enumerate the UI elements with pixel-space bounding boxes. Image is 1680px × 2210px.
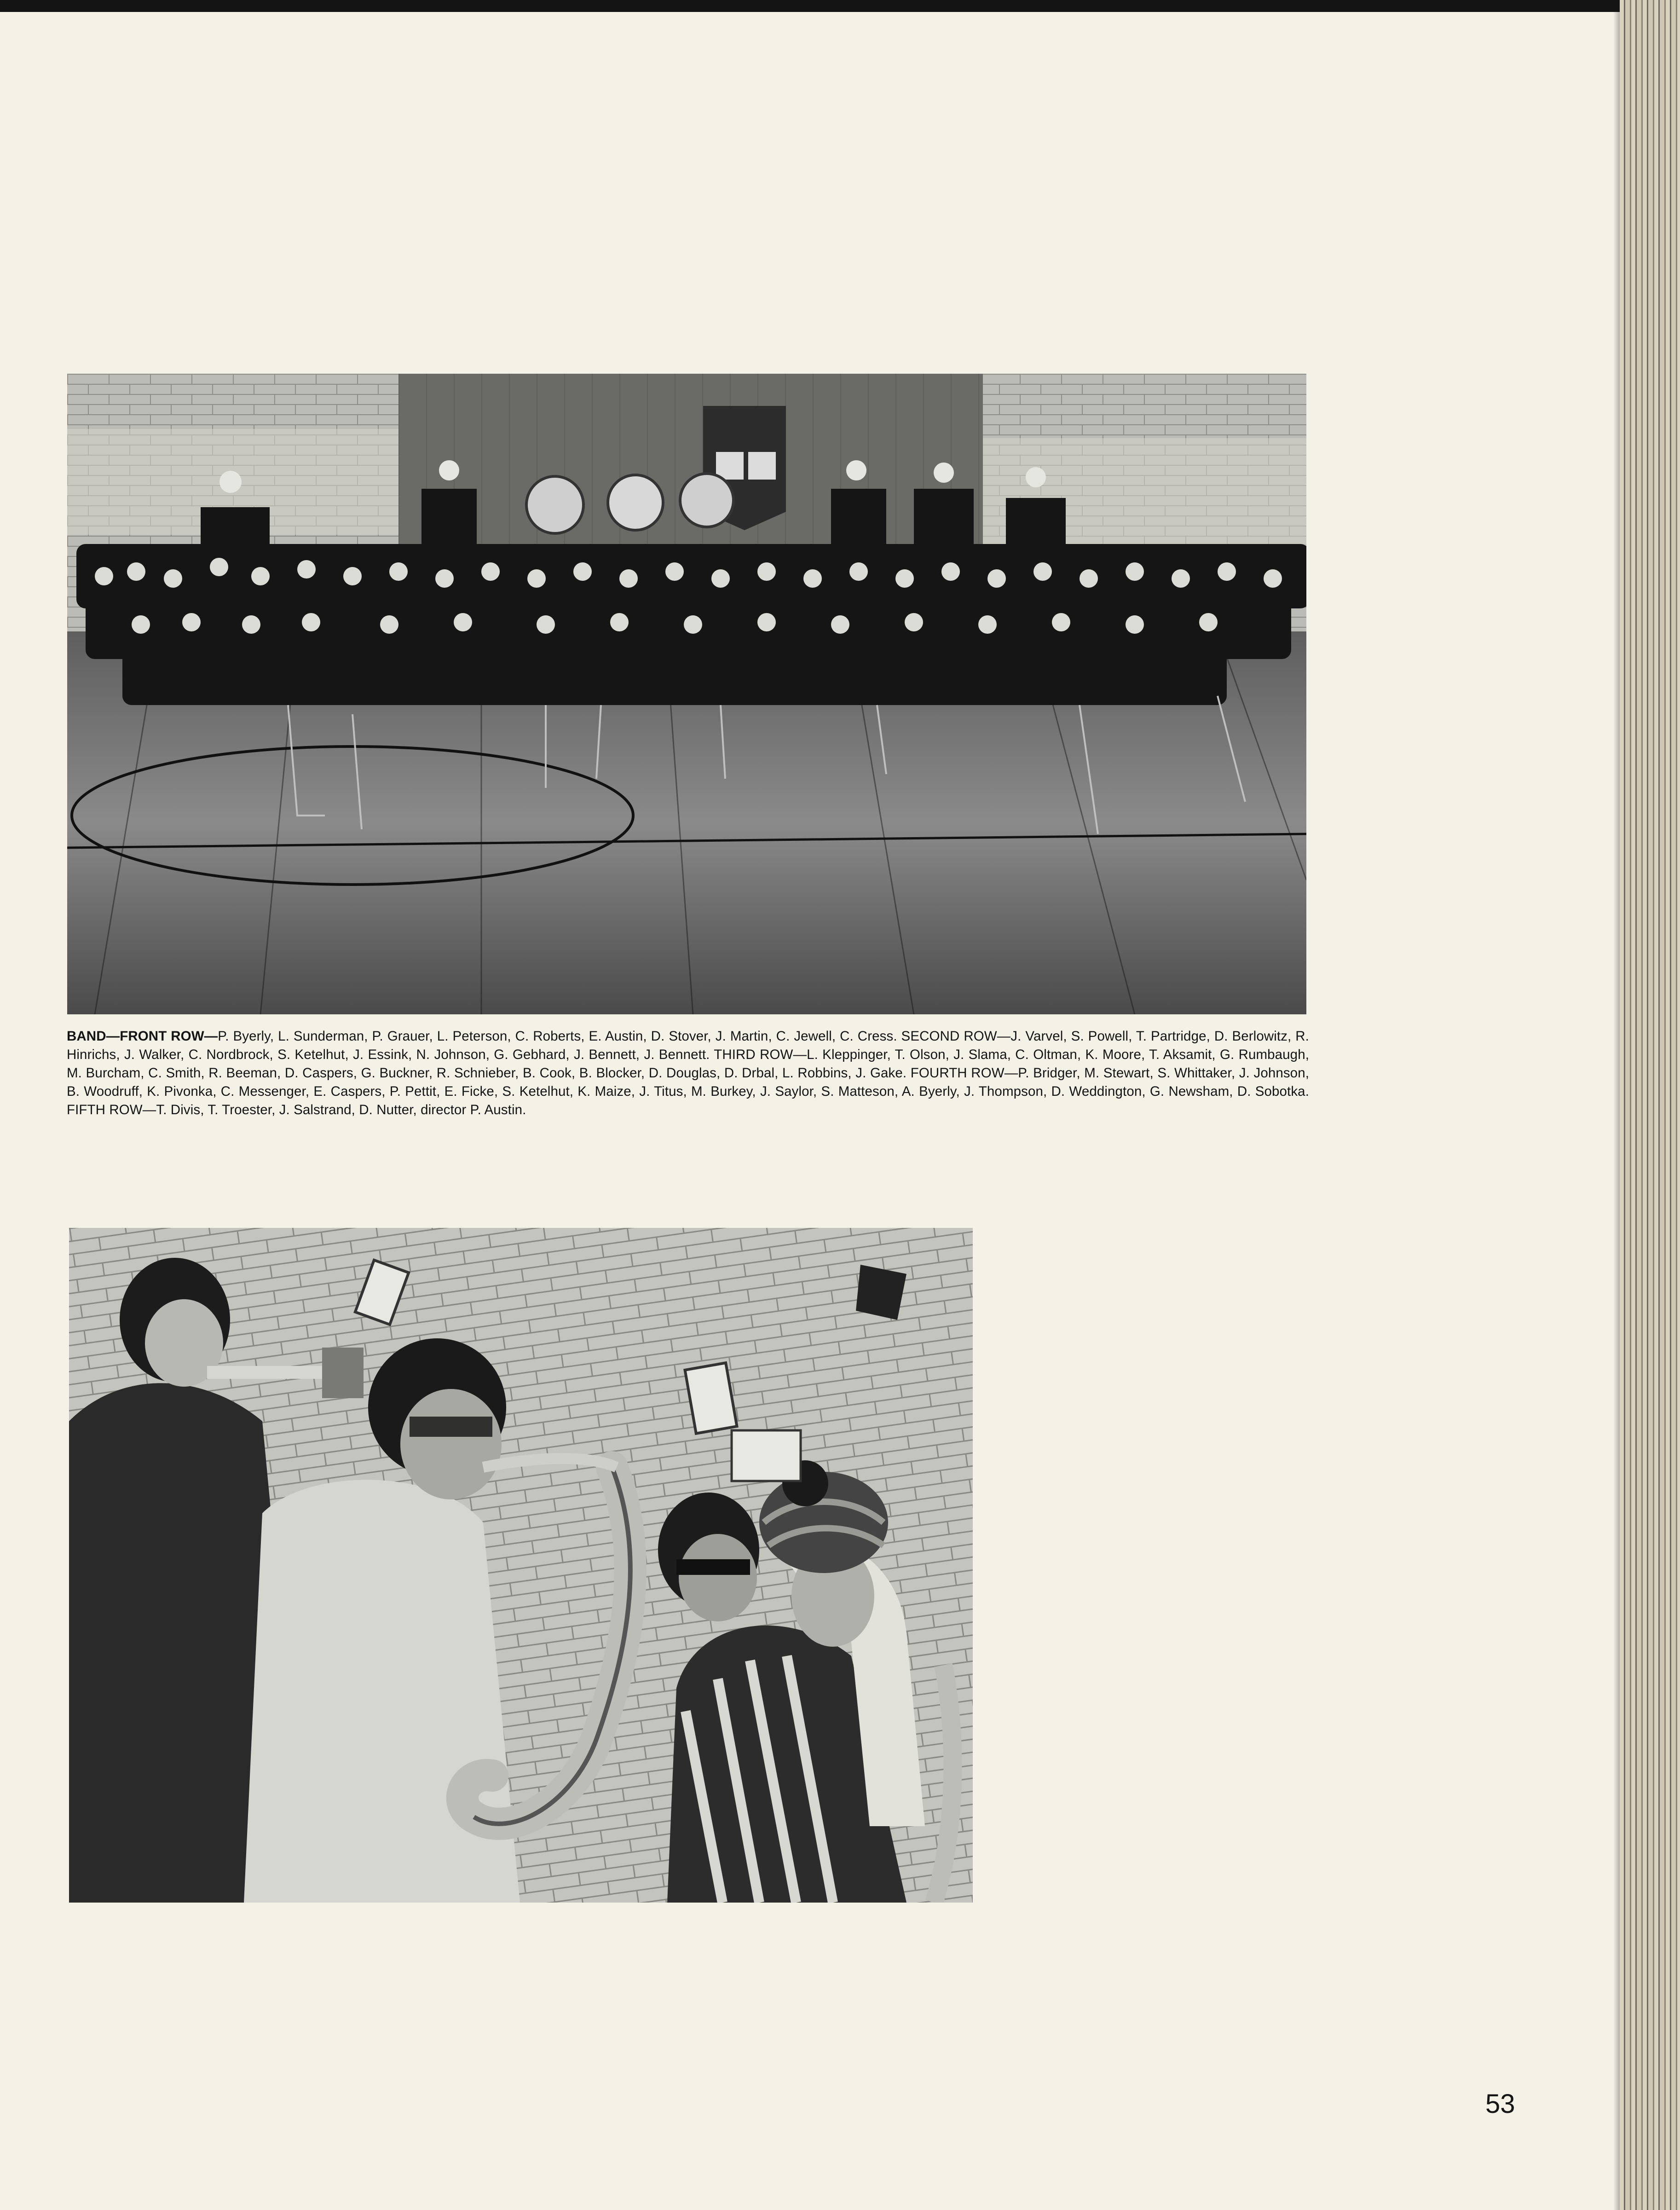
band-photo-caption xyxy=(67,1027,1309,1119)
band-group-photo xyxy=(67,374,1306,1014)
caption-body: P. Byerly, L. Sunderman, P. Grauer, L. Peterson, C. Roberts, E. Austin, D. Stover, J. Martin, C. Jewell, C. Cress. SECOND ROW—J. Varvel, S. Powell, T. Partridge, D. Berlowitz, R. Hinrichs, J. Walker, C. Nordbrock, S. Ketelhut, J. Essink, N. Johnson, G. Gebhard, J. Bennett, J. Bennett. THIRD ROW—L. Kleppinger, T. Olson, J. Slama, C. Oltman, K. Moore, T. Aksamit, G. Rumbaugh, M. Burcham, C. Smith, R. Beeman, D. Caspers, G. Buckner, R. Schnieber, B. Cook, B. Blocker, D. Douglas, D. Drbal, L. Robbins, J. Gake. FOURTH ROW—P. Bridger, M. Stewart, S. Whittaker, J. Johnson, B. Woodruff, K. Pivonka, C. Messenger, E. Caspers, P. Pettit, E. Ficke, S. Ketelhut, K. Maize, J. Titus, M. Burkey, J. Saylor, S. Matteson, A. Byerly, J. Thompson, D. Weddington, G. Newsham, D. Sobotka. FIFTH ROW—T. Divis, T. Troester, J. Salstrand, D. Nutter, director P. Austin. xyxy=(67,1029,1309,1117)
saxophone-players-photo xyxy=(69,1228,973,1903)
scan-border xyxy=(0,0,1680,12)
caption-heading: BAND—FRONT ROW— xyxy=(67,1029,218,1044)
page-number: 53 xyxy=(1485,2089,1515,2119)
book-page-edges xyxy=(1620,0,1680,2210)
